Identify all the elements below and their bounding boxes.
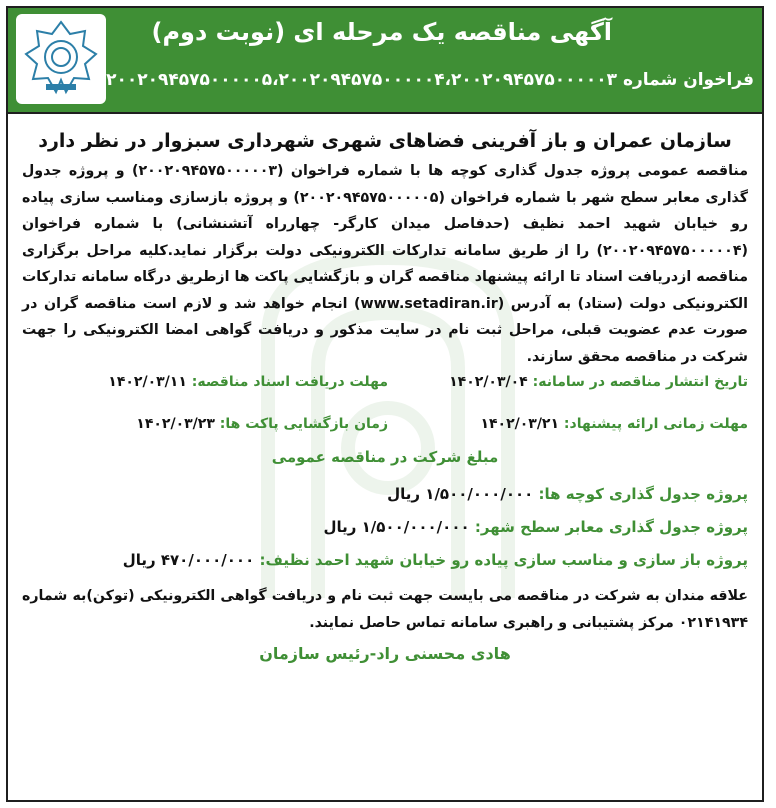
notice-header [8, 8, 762, 114]
opening-date-value: ۱۴۰۲/۰۳/۲۳ [136, 416, 215, 432]
amount-row [22, 544, 748, 577]
amount-label: پروژه جدول گذاری کوچه ها: [538, 485, 748, 503]
amount-value: ۱/۵۰۰/۰۰۰/۰۰۰ ریال [387, 485, 534, 503]
organization-title: سازمان عمران و باز آفرینی فضاهای شهری شهرداری سبزوار در نظر دارد [38, 130, 732, 152]
emblem-icon [16, 14, 106, 104]
amount-value: ۴۷۰/۰۰۰/۰۰۰ ریال [122, 551, 255, 569]
tender-dates [22, 374, 748, 458]
docs-deadline [108, 374, 388, 390]
publish-date-label: تاریخ انتشار مناقصه در سامانه: [532, 374, 748, 390]
call-numbers: فراخوان شماره ۲۰۰۲۰۹۴۵۷۵۰۰۰۰۰۵،۲۰۰۲۰۹۴۵۷۵۰۰۰۰۰۴،۲۰۰۲۰۹۴۵۷۵۰۰۰۰۰۳ [106, 70, 754, 90]
offer-deadline-label: مهلت زمانی ارائه پیشنهاد: [563, 416, 748, 432]
tender-description: مناقصه عمومی پروژه جدول گذاری کوچه ها با شماره فراخوان (۲۰۰۲۰۹۴۵۷۵۰۰۰۰۰۳) و پروژه جدول گذاری معابر سطح شهر با شماره فراخوان (۲۰۰۲۰۹۴۵۷۵۰۰۰۰۰۵) و پروژه بازسازی ومناسب سازی پیاده رو خیابان شهید احمد نظیف (حدفاصل میدان کارگر- چهارراه آتشنشانی) با شماره فراخوان (۲۰۰۲۰۹۴۵۷۵۰۰۰۰۰۴) را از طریق سامانه تدارکات الکترونیکی دولت برگزار نماید.کلیه مراحل برگزاری مناقصه ازدریافت اسناد تا ارائه پیشنهاد مناقصه گران و بازگشایی پاکت ها ازطریق درگاه سامانه تدارکات الکترونیکی دولت (ستاد) به آدرس (www.setadiran.ir) انجام خواهد شد و لازم است مناقصه گران در صورت عدم عضویت قبلی، مراحل ثبت نام در سایت مذکور و دریافت گواهی امضا الکترونیکی را جهت شرکت در مناقصه محقق سازند. [22, 163, 748, 365]
opening-date [136, 416, 388, 432]
docs-deadline-value: ۱۴۰۲/۰۳/۱۱ [108, 374, 187, 390]
amount-value: ۱/۵۰۰/۰۰۰/۰۰۰ ریال [323, 518, 470, 536]
amount-label: پروژه باز سازی و مناسب سازی پیاده رو خیابان شهید احمد نظیف: [259, 551, 748, 569]
notice-title: آگهی مناقصه یک مرحله ای (نوبت دوم) [151, 18, 612, 46]
offer-deadline [480, 416, 748, 432]
registration-note: علاقه مندان به شرکت در مناقصه می بایست جهت ثبت نام و دریافت گواهی الکترونیکی (توکن)به شماره ۰۲۱۴۱۹۳۴ مرکز پشتیبانی و راهبری سامانه تماس حاصل نمایند. [22, 588, 748, 631]
municipality-logo [16, 14, 106, 104]
amount-row [22, 511, 748, 544]
amount-label: پروژه جدول گذاری معابر سطح شهر: [474, 518, 748, 536]
offer-deadline-value: ۱۴۰۲/۰۳/۲۱ [480, 416, 560, 432]
signature: هادی محسنی راد-رئیس سازمان [259, 644, 511, 663]
amount-row [22, 478, 748, 511]
publish-date-value: ۱۴۰۲/۰۳/۰۴ [449, 374, 528, 390]
fee-section-title: مبلغ شرکت در مناقصه عمومی [271, 448, 499, 466]
notice-content [8, 118, 762, 663]
publish-date [449, 374, 748, 390]
notice-frame [6, 6, 764, 802]
opening-date-label: زمان بازگشایی پاکت ها: [219, 416, 388, 432]
docs-deadline-label: مهلت دریافت اسناد مناقصه: [191, 374, 388, 390]
